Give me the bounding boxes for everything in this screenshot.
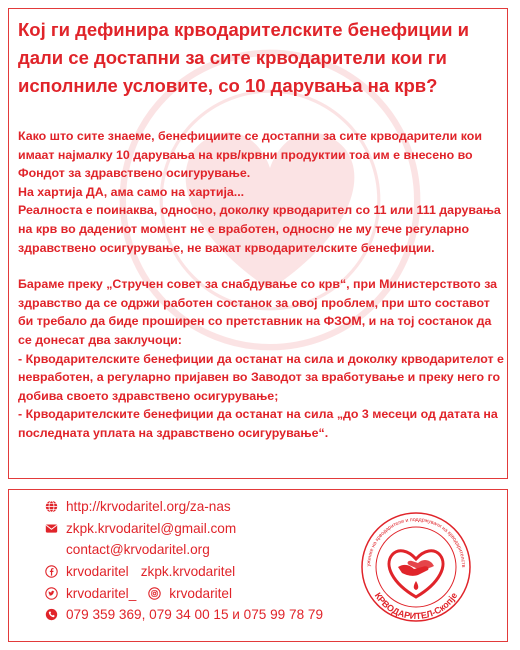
twitter-link[interactable]: krvodaritel_ (66, 585, 137, 601)
globe-icon (45, 500, 58, 513)
conclusion-1: - Крводарителските бенефиции да останат на сила и доколку крводарителот е невработен, а регуларно пријавен во Заводот за вработување и преку него го добива своето здравствено осигурување; (18, 351, 504, 403)
paragraph-2: На хартија ДА, ама само на хартија... (18, 184, 245, 199)
instagram-icon (148, 587, 161, 600)
email-link-2[interactable]: contact@krvodaritel.org (66, 542, 210, 558)
website-link[interactable]: http://krvodaritel.org/za-nas (66, 499, 231, 515)
facebook-row (45, 561, 323, 583)
svg-text:Здружение на крводарители и по (352, 497, 466, 568)
email-link-1[interactable]: zkpk.krvodaritel@gmail.com (66, 520, 237, 536)
social-row (45, 582, 323, 604)
contact-list (45, 496, 323, 626)
article-body (18, 127, 506, 443)
facebook-link-1[interactable]: krvodaritel (66, 564, 129, 580)
phone-numbers: 079 359 369, 079 34 00 15 и 075 99 78 79 (66, 607, 324, 623)
email-row-2 (45, 539, 323, 561)
logo-ring-text: ужение на крводарители и поддржувачи на крводарителств (365, 516, 467, 568)
email-icon (45, 522, 58, 535)
paragraph-4: Бараме преку „Стручен совет за снабдување со крв“, при Министерството за здравство да се одржи работен состанок за овој проблем, при што составот би требало да биде проширен со претставник на ФЗОМ, и на тој состанок да се донесат два заклучоци: (18, 277, 498, 347)
svg-text:КРВОДАРИТЕЛ-Скопје (373, 591, 460, 621)
facebook-icon (45, 565, 58, 578)
email-row (45, 518, 323, 540)
phone-row (45, 604, 323, 626)
paragraph-3: Реалноста е поинаква, односно, доколку крводарител со 11 или 111 дарувања на крв во дадениот момент не е вработен, односно не му тече регуларно здравствено осигурување, не важат крводарителските бенефиции. (18, 203, 501, 255)
instagram-link[interactable]: krvodaritel (169, 585, 232, 601)
page-title: Кој ги дефинира крводарителските бенефиции и дали се достапни за сите крводарители кои ги исполниле условите, со 10 дарувања на крв? (18, 19, 470, 96)
logo-name: КРВОДАРИТЕЛ-Скопје (372, 590, 460, 622)
facebook-link-2[interactable]: zkpk.krvodaritel (140, 564, 236, 580)
organization-logo (352, 497, 480, 637)
conclusion-2: - Крводарителските бенефиции да останат на сила „до 3 месеци од датата на последната уплата на здравствено осигурување“. (18, 407, 498, 440)
paragraph-1: Како што сите знаеме, бенефициите се достапни за сите крводарители кои имаат најмалку 10 дарувања на крв/крвни продуктии тоа им е внесено во Фондот за здравствено осигурување. (18, 129, 482, 181)
twitter-icon (45, 587, 58, 600)
phone-icon (45, 608, 58, 621)
website-row (45, 496, 323, 518)
